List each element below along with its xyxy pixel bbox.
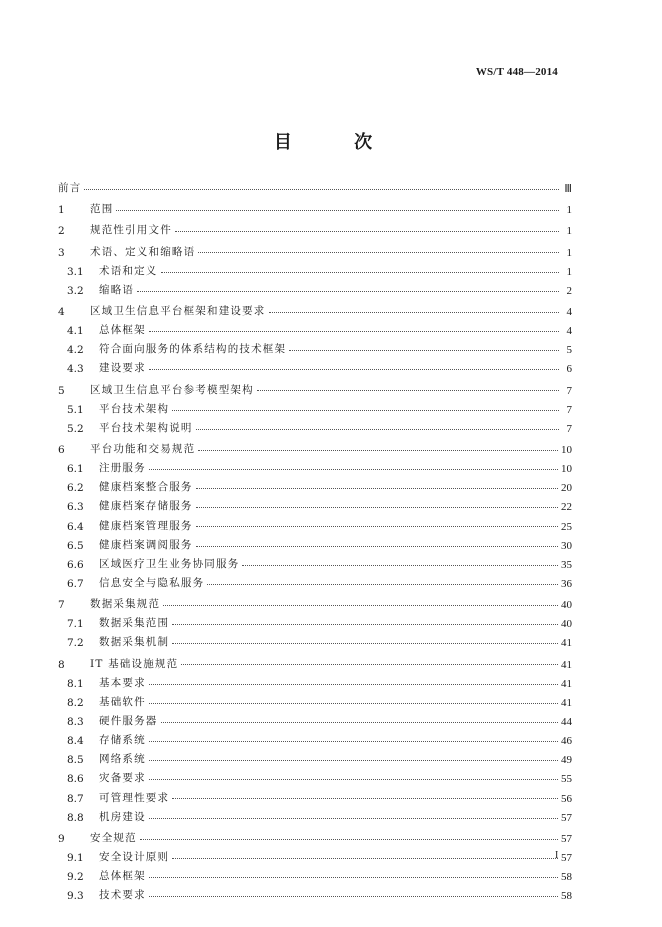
toc-entry-label: 网络系统 — [99, 753, 146, 766]
toc-leader-dots — [149, 369, 559, 370]
toc-leader-dots — [161, 272, 560, 273]
toc-leader-dots — [149, 469, 558, 470]
toc-entry-number: 9 — [58, 832, 65, 845]
toc-entry[interactable] — [58, 197, 572, 216]
table-of-contents — [58, 176, 572, 902]
toc-entry[interactable] — [58, 299, 572, 318]
toc-entry[interactable] — [58, 218, 572, 237]
toc-entry-label: 总体框架 — [99, 870, 146, 883]
toc-entry-page: 1 — [566, 246, 572, 259]
toc-entry[interactable] — [58, 864, 572, 883]
toc-entry-label: 建设要求 — [99, 362, 146, 375]
toc-entry-page: 41 — [561, 696, 572, 709]
toc-entry-page: 10 — [561, 463, 572, 476]
toc-entry-number: 5.1 — [67, 403, 84, 416]
toc-entry-label: 基础软件 — [99, 695, 146, 708]
toc-entry[interactable] — [58, 651, 572, 670]
toc-entry[interactable] — [58, 671, 572, 690]
toc-entry[interactable] — [58, 611, 572, 630]
toc-leader-dots — [161, 722, 559, 723]
toc-entry-label: IT 基础设施规范 — [90, 657, 179, 670]
toc-entry[interactable] — [58, 494, 572, 513]
toc-entry-number: 8.2 — [67, 696, 84, 709]
toc-entry-page: 40 — [561, 599, 572, 612]
toc-entry-label: 存储系统 — [99, 734, 146, 747]
toc-entry[interactable] — [58, 356, 572, 375]
toc-entry-number: 8.3 — [67, 715, 84, 728]
page-title: 目 次 — [273, 132, 401, 153]
toc-entry-label: 规范性引用文件 — [90, 224, 172, 237]
toc-entry-label: 平台功能和交易规范 — [90, 442, 196, 455]
toc-entry[interactable] — [58, 377, 572, 396]
toc-entry-page: 7 — [566, 422, 572, 435]
toc-leader-dots — [172, 643, 558, 644]
standard-code: WS/T 448—2014 — [475, 66, 558, 78]
toc-entry-label: 区域卫生信息平台参考模型架构 — [90, 383, 254, 396]
toc-entry[interactable] — [58, 278, 572, 297]
toc-leader-dots — [257, 390, 559, 391]
toc-entry-label: 基本要求 — [99, 676, 146, 689]
toc-entry-page: 41 — [561, 677, 572, 690]
toc-entry-label: 数据采集范围 — [99, 617, 170, 630]
toc-entry[interactable] — [58, 592, 572, 611]
toc-entry-page: 4 — [566, 325, 572, 338]
toc-entry-number: 4.3 — [67, 363, 84, 376]
toc-leader-dots — [172, 858, 558, 859]
toc-leader-dots — [172, 410, 559, 411]
toc-leader-dots — [172, 624, 558, 625]
toc-entry-label: 机房建设 — [99, 810, 146, 823]
toc-entry-page: 46 — [561, 735, 572, 748]
toc-entry-page: 36 — [561, 577, 572, 590]
toc-entry-label: 范围 — [90, 203, 114, 216]
toc-entry-label: 前言 — [58, 182, 82, 195]
toc-entry-page: 1 — [566, 265, 572, 278]
toc-entry[interactable] — [58, 728, 572, 747]
toc-leader-dots — [269, 312, 560, 313]
toc-entry-label: 健康档案存储服务 — [99, 500, 193, 513]
page-number: I — [555, 850, 559, 861]
toc-entry-label: 术语、定义和缩略语 — [90, 245, 196, 258]
toc-entry-label: 健康档案调阅服务 — [99, 538, 193, 551]
toc-entry-number: 6 — [58, 443, 65, 456]
toc-entry-number: 4.2 — [67, 344, 84, 357]
toc-leader-dots — [116, 210, 559, 211]
toc-entry-page: 7 — [566, 403, 572, 416]
toc-entry-number: 3.2 — [67, 284, 84, 297]
toc-leader-dots — [196, 507, 558, 508]
toc-entry-page: 1 — [566, 225, 572, 238]
toc-entry-page: 58 — [561, 890, 572, 903]
toc-entry-label: 符合面向服务的体系结构的技术框架 — [99, 343, 287, 356]
toc-entry-label: 平台技术架构说明 — [99, 421, 193, 434]
toc-entry-page: 40 — [561, 618, 572, 631]
toc-entry[interactable] — [58, 475, 572, 494]
toc-entry-number: 3 — [58, 246, 65, 259]
toc-entry-page: 49 — [561, 754, 572, 767]
toc-entry-number: 9.1 — [67, 851, 84, 864]
toc-entry[interactable] — [58, 571, 572, 590]
toc-leader-dots — [163, 605, 558, 606]
toc-entry-label: 术语和定义 — [99, 264, 158, 277]
toc-entry-number: 8 — [58, 658, 65, 671]
toc-entry-page: 57 — [561, 832, 572, 845]
toc-leader-dots — [149, 896, 558, 897]
toc-leader-dots — [196, 546, 558, 547]
toc-leader-dots — [175, 231, 559, 232]
toc-entry-number: 8.7 — [67, 792, 84, 805]
toc-entry[interactable] — [58, 239, 572, 258]
toc-leader-dots — [207, 584, 558, 585]
toc-leader-dots — [149, 684, 558, 685]
toc-entry-label: 技术要求 — [99, 889, 146, 902]
toc-entry-number: 8.1 — [67, 677, 84, 690]
toc-leader-dots — [149, 877, 558, 878]
toc-entry-number: 9.2 — [67, 871, 84, 884]
toc-leader-dots — [172, 798, 558, 799]
toc-entry-page: 41 — [561, 658, 572, 671]
toc-entry-label: 区域卫生信息平台框架和建设要求 — [90, 304, 266, 317]
toc-entry-label: 总体框架 — [99, 324, 146, 337]
toc-entry-number: 5.2 — [67, 422, 84, 435]
toc-leader-dots — [137, 291, 559, 292]
toc-entry-page: Ⅲ — [564, 183, 572, 196]
toc-entry[interactable] — [58, 437, 572, 456]
toc-entry-label: 信息安全与隐私服务 — [99, 576, 205, 589]
toc-entry-number: 6.1 — [67, 463, 84, 476]
toc-entry[interactable] — [58, 805, 572, 824]
toc-leader-dots — [149, 818, 558, 819]
toc-leader-dots — [198, 252, 559, 253]
toc-entry-page: 30 — [561, 539, 572, 552]
toc-entry[interactable] — [58, 176, 572, 195]
toc-entry[interactable] — [58, 337, 572, 356]
toc-entry[interactable] — [58, 690, 572, 709]
toc-entry-label: 注册服务 — [99, 462, 146, 475]
toc-entry-label: 缩略语 — [99, 283, 135, 296]
toc-entry-number: 6.4 — [67, 520, 84, 533]
toc-leader-dots — [196, 429, 559, 430]
toc-entry[interactable] — [58, 513, 572, 532]
toc-entry[interactable] — [58, 845, 572, 864]
toc-entry-page: 2 — [566, 284, 572, 297]
toc-leader-dots — [140, 839, 558, 840]
toc-entry-number: 6.3 — [67, 501, 84, 514]
toc-leader-dots — [149, 331, 559, 332]
toc-entry-number: 6.6 — [67, 558, 84, 571]
toc-entry[interactable] — [58, 883, 572, 902]
toc-entry-number: 7.2 — [67, 637, 84, 650]
toc-entry-number: 6.7 — [67, 577, 84, 590]
toc-entry-page: 5 — [566, 344, 572, 357]
toc-entry-page: 1 — [566, 204, 572, 217]
toc-entry-page: 6 — [566, 363, 572, 376]
toc-entry-number: 8.6 — [67, 773, 84, 786]
toc-entry-page: 41 — [561, 637, 572, 650]
toc-entry[interactable] — [58, 416, 572, 435]
toc-entry[interactable] — [58, 259, 572, 278]
toc-entry-number: 3.1 — [67, 265, 84, 278]
toc-entry[interactable] — [58, 826, 572, 845]
toc-entry-page: 22 — [561, 501, 572, 514]
toc-entry-number: 7.1 — [67, 618, 84, 631]
toc-leader-dots — [149, 760, 558, 761]
toc-entry-number: 1 — [58, 204, 65, 217]
toc-entry-page: 4 — [566, 305, 572, 318]
toc-entry-page: 25 — [561, 520, 572, 533]
toc-entry-number: 9.3 — [67, 890, 84, 903]
toc-entry-number: 7 — [58, 599, 65, 612]
toc-entry-label: 灾备要求 — [99, 772, 146, 785]
toc-entry[interactable] — [58, 747, 572, 766]
toc-leader-dots — [149, 741, 558, 742]
toc-entry-number: 4.1 — [67, 325, 84, 338]
toc-entry-page: 57 — [561, 811, 572, 824]
toc-entry-page: 10 — [561, 443, 572, 456]
toc-leader-dots — [196, 488, 558, 489]
toc-entry-page: 44 — [561, 715, 572, 728]
toc-entry-label: 安全规范 — [90, 831, 137, 844]
toc-entry[interactable] — [58, 533, 572, 552]
toc-entry[interactable] — [58, 552, 572, 571]
toc-entry-label: 数据采集规范 — [90, 598, 161, 611]
toc-entry-number: 8.8 — [67, 811, 84, 824]
toc-entry[interactable] — [58, 456, 572, 475]
toc-entry-page: 20 — [561, 482, 572, 495]
toc-leader-dots — [149, 703, 558, 704]
toc-entry-page: 7 — [566, 384, 572, 397]
toc-entry-label: 安全设计原则 — [99, 850, 170, 863]
toc-entry[interactable] — [58, 709, 572, 728]
toc-entry-number: 8.5 — [67, 754, 84, 767]
toc-entry[interactable] — [58, 630, 572, 649]
toc-leader-dots — [198, 450, 558, 451]
toc-entry-label: 可管理性要求 — [99, 791, 170, 804]
toc-entry-number: 8.4 — [67, 735, 84, 748]
toc-leader-dots — [84, 189, 559, 190]
toc-entry[interactable] — [58, 766, 572, 785]
toc-entry-page: 55 — [561, 773, 572, 786]
toc-entry-label: 健康档案整合服务 — [99, 481, 193, 494]
toc-entry[interactable] — [58, 785, 572, 804]
toc-entry[interactable] — [58, 318, 572, 337]
toc-entry-label: 硬件服务器 — [99, 714, 158, 727]
toc-leader-dots — [289, 350, 559, 351]
toc-leader-dots — [181, 664, 558, 665]
toc-entry-page: 35 — [561, 558, 572, 571]
toc-entry-number: 2 — [58, 225, 65, 238]
toc-entry[interactable] — [58, 397, 572, 416]
toc-leader-dots — [149, 779, 558, 780]
toc-entry-label: 平台技术架构 — [99, 402, 170, 415]
toc-entry-page: 56 — [561, 792, 572, 805]
toc-entry-label: 健康档案管理服务 — [99, 519, 193, 532]
toc-entry-number: 6.2 — [67, 482, 84, 495]
toc-leader-dots — [242, 565, 558, 566]
toc-leader-dots — [196, 526, 558, 527]
toc-entry-number: 6.5 — [67, 539, 84, 552]
toc-entry-page: 58 — [561, 871, 572, 884]
toc-entry-number: 5 — [58, 384, 65, 397]
toc-entry-label: 数据采集机制 — [99, 636, 170, 649]
toc-entry-label: 区域医疗卫生业务协同服务 — [99, 557, 240, 570]
toc-entry-number: 4 — [58, 305, 65, 318]
toc-entry-page: 57 — [561, 851, 572, 864]
